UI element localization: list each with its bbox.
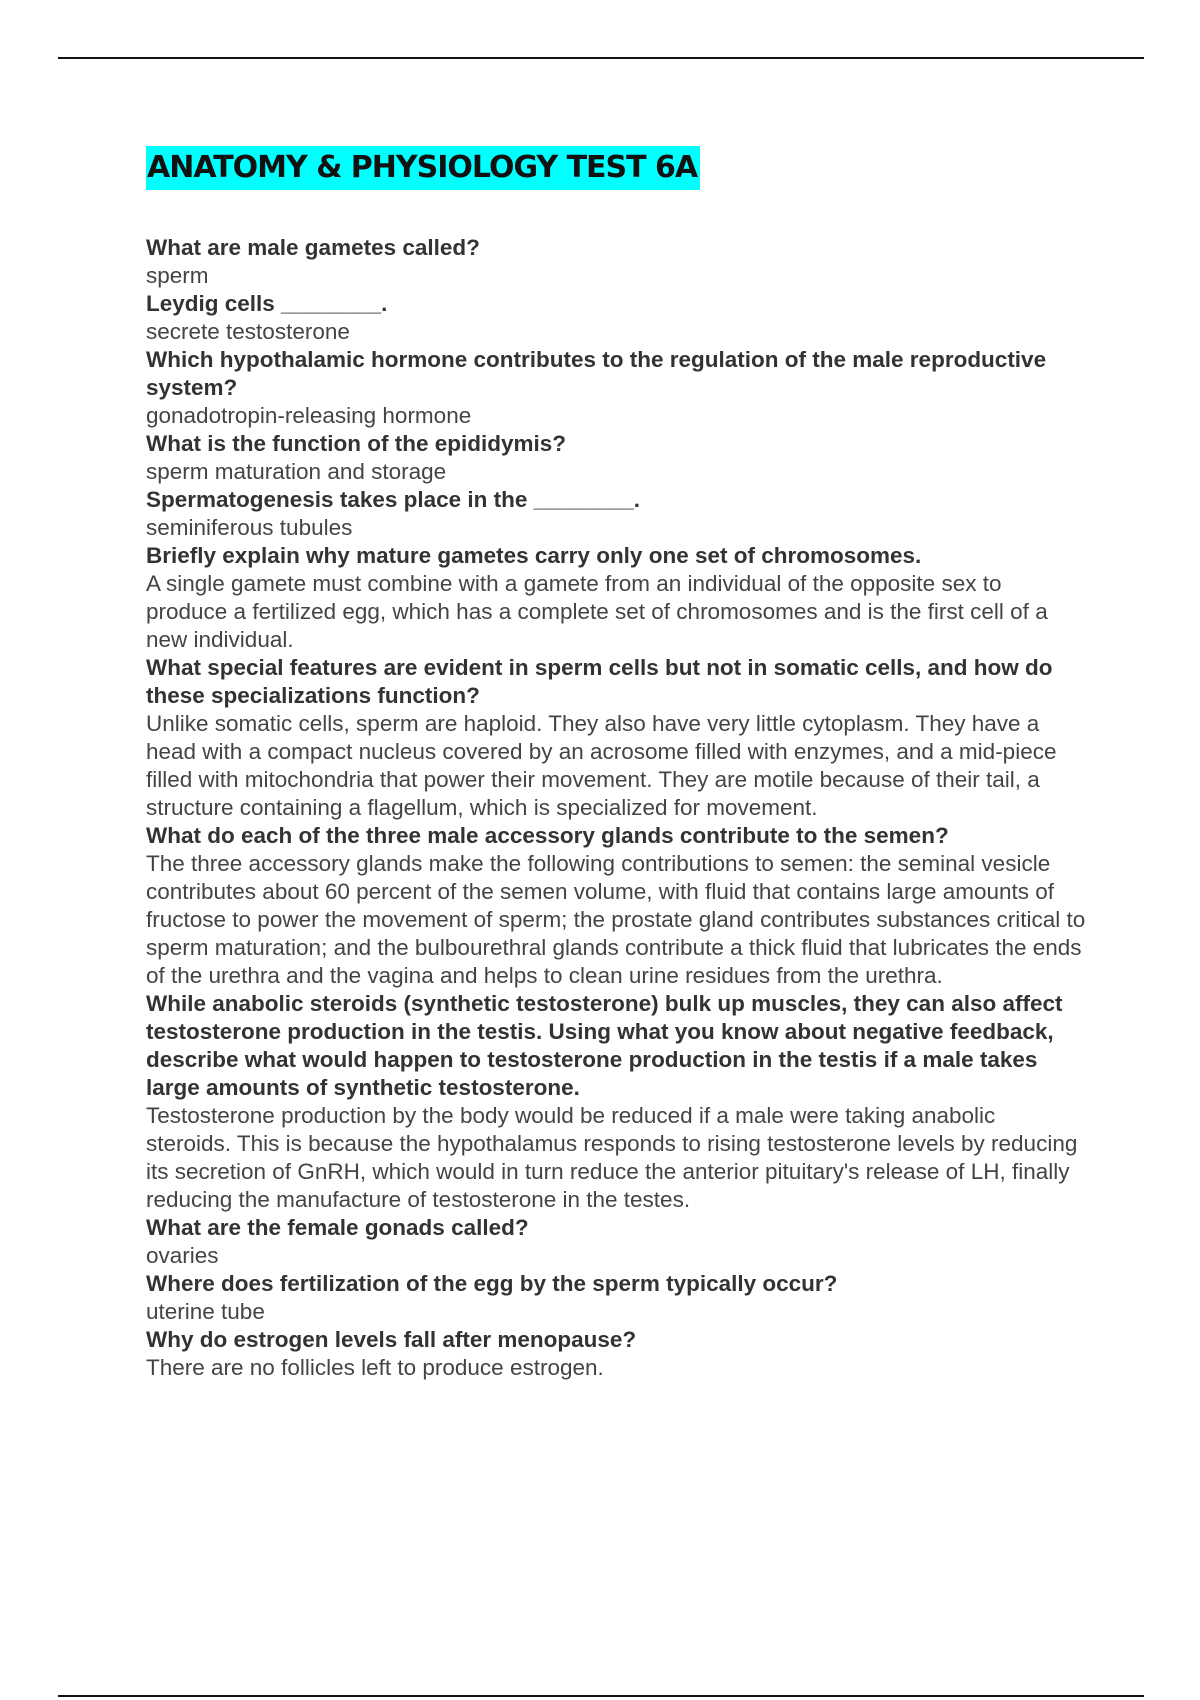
question: What special features are evident in sperm cells but not in somatic cells, and how do these specializations function? — [146, 655, 1053, 708]
footer-rule — [58, 1695, 1144, 1697]
question: Where does fertilization of the egg by the sperm typically occur? — [146, 1271, 838, 1296]
question: What are male gametes called? — [146, 235, 480, 260]
answer: secrete testosterone — [146, 319, 350, 344]
answer: sperm maturation and storage — [146, 459, 447, 484]
question: Briefly explain why mature gametes carry only one set of chromosomes. — [146, 543, 922, 568]
question: What are the female gonads called? — [146, 1215, 529, 1240]
question: While anabolic steroids (synthetic testosterone) bulk up muscles, they can also affect testosterone production in the testis. Using what you know about negative feedback, describe what would happen to testosterone production in the testis if a male takes large amounts of synthetic testosterone. — [146, 991, 1063, 1100]
answer: A single gamete must combine with a gamete from an individual of the opposite sex to produce a fertilized egg, which has a complete set of chromosomes and is the first cell of a new individual. — [146, 571, 1048, 652]
answer: seminiferous tubules — [146, 515, 353, 540]
document-title: ANATOMY & PHYSIOLOGY TEST 6A — [146, 146, 700, 190]
qa-list — [146, 234, 1086, 1382]
question: Leydig cells ________. — [146, 291, 388, 316]
header-rule — [58, 57, 1144, 59]
question: What is the function of the epididymis? — [146, 431, 566, 456]
document-body — [146, 146, 1086, 1382]
answer: gonadotropin-releasing hormone — [146, 403, 472, 428]
answer: ovaries — [146, 1243, 219, 1268]
question: Spermatogenesis takes place in the ________. — [146, 487, 641, 512]
answer: The three accessory glands make the following contributions to semen: the seminal vesicle contributes about 60 percent of the semen volume, with fluid that contains large amounts of fructose to power the movement of sperm; the prostate gland contributes substances critical to sperm maturation; and the bulbourethral glands contribute a thick fluid that lubricates the ends of the urethra and the vagina and helps to clean urine residues from the urethra. — [146, 851, 1086, 988]
answer: uterine tube — [146, 1299, 265, 1324]
answer: Testosterone production by the body would be reduced if a male were taking anabolic steroids. This is because the hypothalamus responds to rising testosterone levels by reducing its secretion of GnRH, which would in turn reduce the anterior pituitary's release of LH, finally reducing the manufacture of testosterone in the testes. — [146, 1103, 1078, 1212]
answer: There are no follicles left to produce estrogen. — [146, 1355, 604, 1380]
answer: Unlike somatic cells, sperm are haploid. They also have very little cytoplasm. They have a head with a compact nucleus covered by an acrosome filled with enzymes, and a mid-piece filled with mitochondria that power their movement. They are motile because of their tail, a structure containing a flagellum, which is specialized for movement. — [146, 711, 1057, 820]
answer: sperm — [146, 263, 209, 288]
question: Why do estrogen levels fall after menopause? — [146, 1327, 637, 1352]
question: What do each of the three male accessory glands contribute to the semen? — [146, 823, 949, 848]
question: Which hypothalamic hormone contributes to the regulation of the male reproductive system? — [146, 347, 1047, 400]
